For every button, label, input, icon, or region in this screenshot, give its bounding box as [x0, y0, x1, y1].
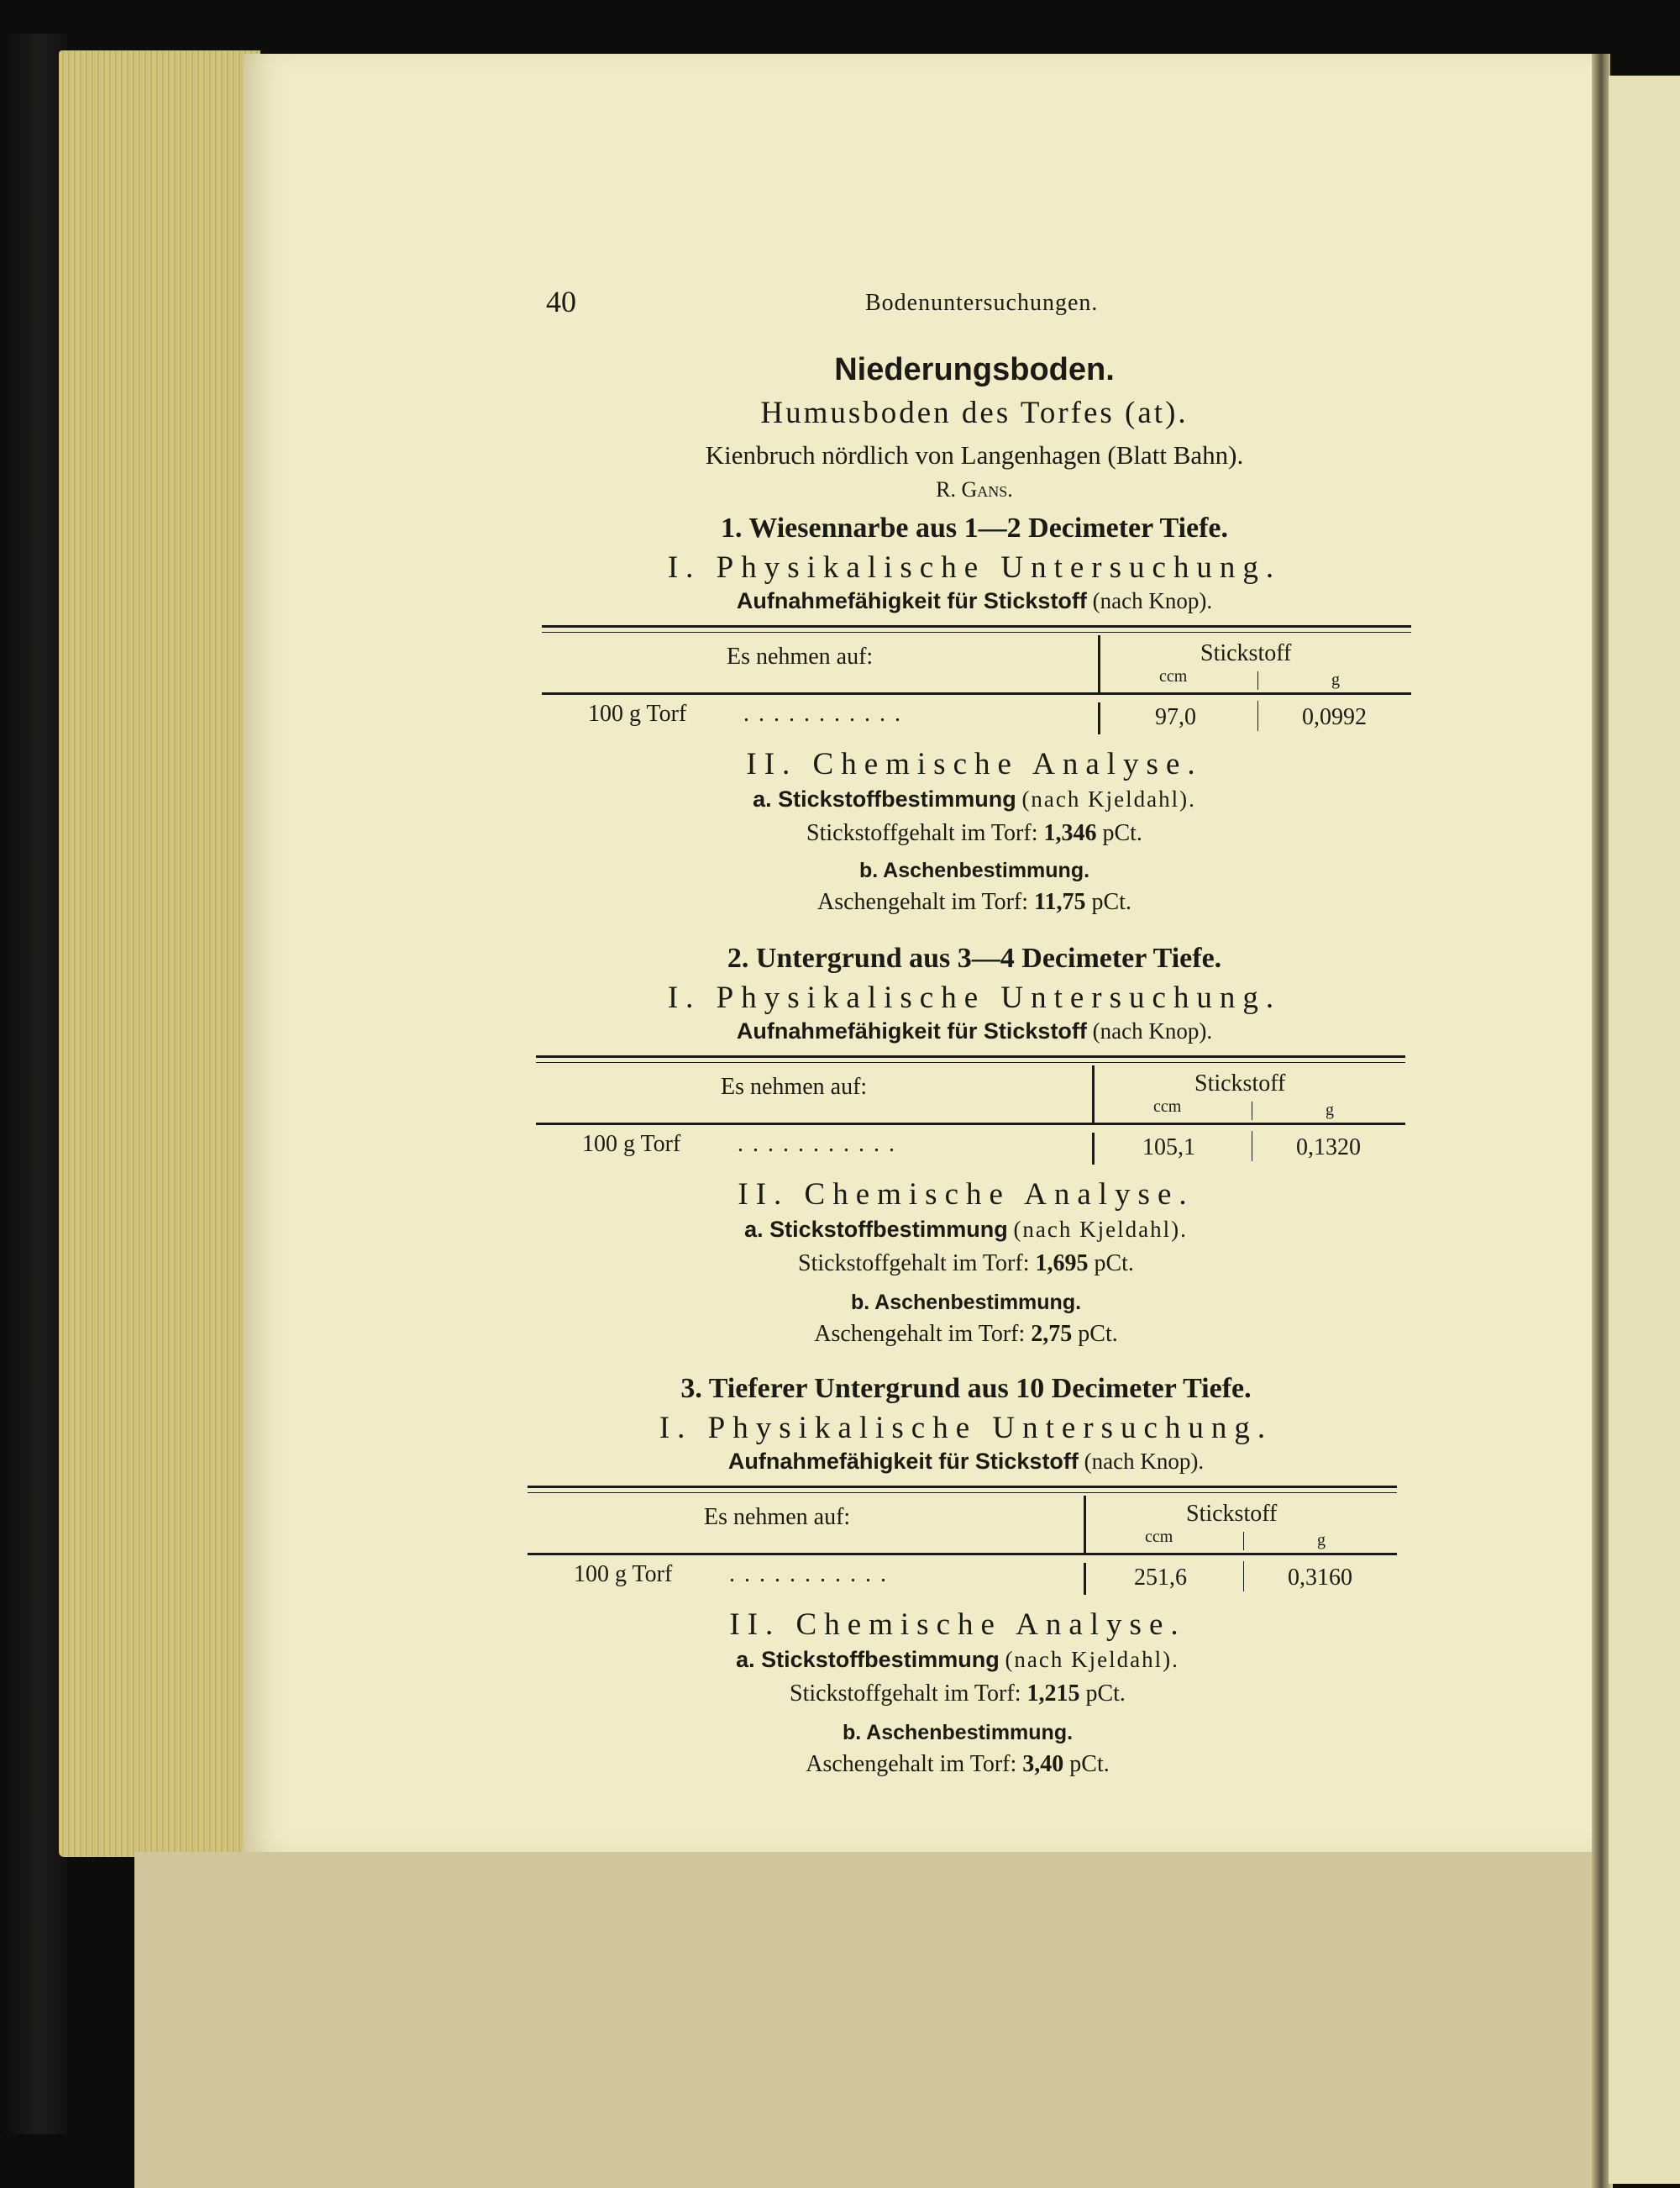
capacity-line: Aufnahmefähigkeit für Stickstoff (nach Knop). [736, 1018, 1213, 1044]
capacity-line: Aufnahmefähigkeit für Stickstoff (nach Knop). [727, 1449, 1205, 1474]
unit-g: g [1317, 1531, 1326, 1549]
nitrogen-table [528, 1486, 1397, 1595]
physical-title: I. Physikalische Untersuchung. [667, 981, 1282, 1015]
unit-g: g [1331, 671, 1340, 689]
ash-content-line: Aschengehalt im Torf: 11,75 pCt. [817, 889, 1131, 915]
unit-ccm: ccm [1145, 1528, 1173, 1546]
value-g: 0,3160 [1288, 1565, 1352, 1591]
page-edges [59, 50, 260, 1857]
chem-title: II. Chemische Analyse. [738, 1177, 1194, 1212]
author-line: R. Gans. [936, 477, 1013, 502]
column-header-label: Es nehmen auf: [721, 1074, 868, 1100]
document-subtitle: Humusboden des Torfes (at). [760, 396, 1189, 430]
location-line: Kienbruch nördlich von Langenhagen (Blatt Bahn). [705, 440, 1244, 470]
row-leader-dots: . . . . . . . . . . . [729, 1561, 888, 1587]
physical-title: I. Physikalische Untersuchung. [667, 550, 1282, 585]
nitrogen-method-line: a. Stickstoffbestimmung (nach Kjeldahl). [744, 1217, 1188, 1242]
value-ccm: 251,6 [1134, 1565, 1187, 1591]
row-label: 100 g Torf [582, 1131, 681, 1157]
ash-method-line: b. Aschenbestimmung. [842, 1721, 1074, 1744]
nitrogen-table [542, 625, 1411, 734]
section-heading: 3. Tieferer Untergrund aus 10 Decimeter Tiefe. [680, 1373, 1252, 1404]
ash-method-line: b. Aschenbestimmung. [858, 859, 1090, 882]
row-leader-dots: . . . . . . . . . . . [743, 701, 902, 727]
column-header-label: Es nehmen auf: [704, 1504, 851, 1530]
nitrogen-method-line: a. Stickstoffbestimmung (nach Kjeldahl). [753, 786, 1196, 812]
value-g: 0,1320 [1296, 1134, 1361, 1160]
document-title: Niederungsboden. [834, 352, 1115, 387]
physical-title: I. Physikalische Untersuchung. [659, 1411, 1273, 1445]
column-header-label: Es nehmen auf: [727, 644, 874, 670]
chem-title: II. Chemische Analyse. [729, 1607, 1186, 1642]
value-ccm: 105,1 [1142, 1134, 1195, 1160]
ash-content-line: Aschengehalt im Torf: 3,40 pCt. [806, 1751, 1110, 1777]
unit-ccm: ccm [1153, 1097, 1182, 1116]
capacity-line: Aufnahmefähigkeit für Stickstoff (nach Knop). [736, 588, 1213, 613]
column-header-stickstoff: Stickstoff [1194, 1070, 1286, 1097]
value-g: 0,0992 [1302, 704, 1367, 730]
page-number: 40 [546, 285, 576, 318]
ash-content-line: Aschengehalt im Torf: 2,75 pCt. [814, 1321, 1118, 1347]
unit-g: g [1326, 1101, 1334, 1119]
row-label: 100 g Torf [574, 1561, 673, 1587]
book-cover [0, 34, 67, 2134]
chem-title: II. Chemische Analyse. [746, 747, 1203, 781]
running-title: Bodenuntersuchungen. [865, 290, 1099, 316]
nitrogen-content-line: Stickstoffgehalt im Torf: 1,215 pCt. [790, 1680, 1126, 1707]
nitrogen-method-line: a. Stickstoffbestimmung (nach Kjeldahl). [736, 1647, 1179, 1672]
facing-page [1609, 76, 1680, 2184]
row-label: 100 g Torf [588, 701, 687, 727]
section-heading: 2. Untergrund aus 3—4 Decimeter Tiefe. [727, 943, 1222, 974]
nitrogen-content-line: Stickstoffgehalt im Torf: 1,695 pCt. [798, 1250, 1134, 1276]
book-gutter [1592, 54, 1610, 2188]
unit-ccm: ccm [1159, 667, 1188, 686]
nitrogen-table [536, 1055, 1405, 1165]
row-leader-dots: . . . . . . . . . . . [738, 1131, 896, 1157]
section-heading: 1. Wiesennarbe aus 1—2 Decimeter Tiefe. [720, 513, 1229, 544]
value-ccm: 97,0 [1155, 704, 1196, 730]
lower-pages [134, 1852, 1613, 2188]
ash-method-line: b. Aschenbestimmung. [850, 1291, 1082, 1314]
column-header-stickstoff: Stickstoff [1186, 1501, 1278, 1527]
nitrogen-content-line: Stickstoffgehalt im Torf: 1,346 pCt. [806, 820, 1142, 846]
column-header-stickstoff: Stickstoff [1200, 640, 1292, 666]
